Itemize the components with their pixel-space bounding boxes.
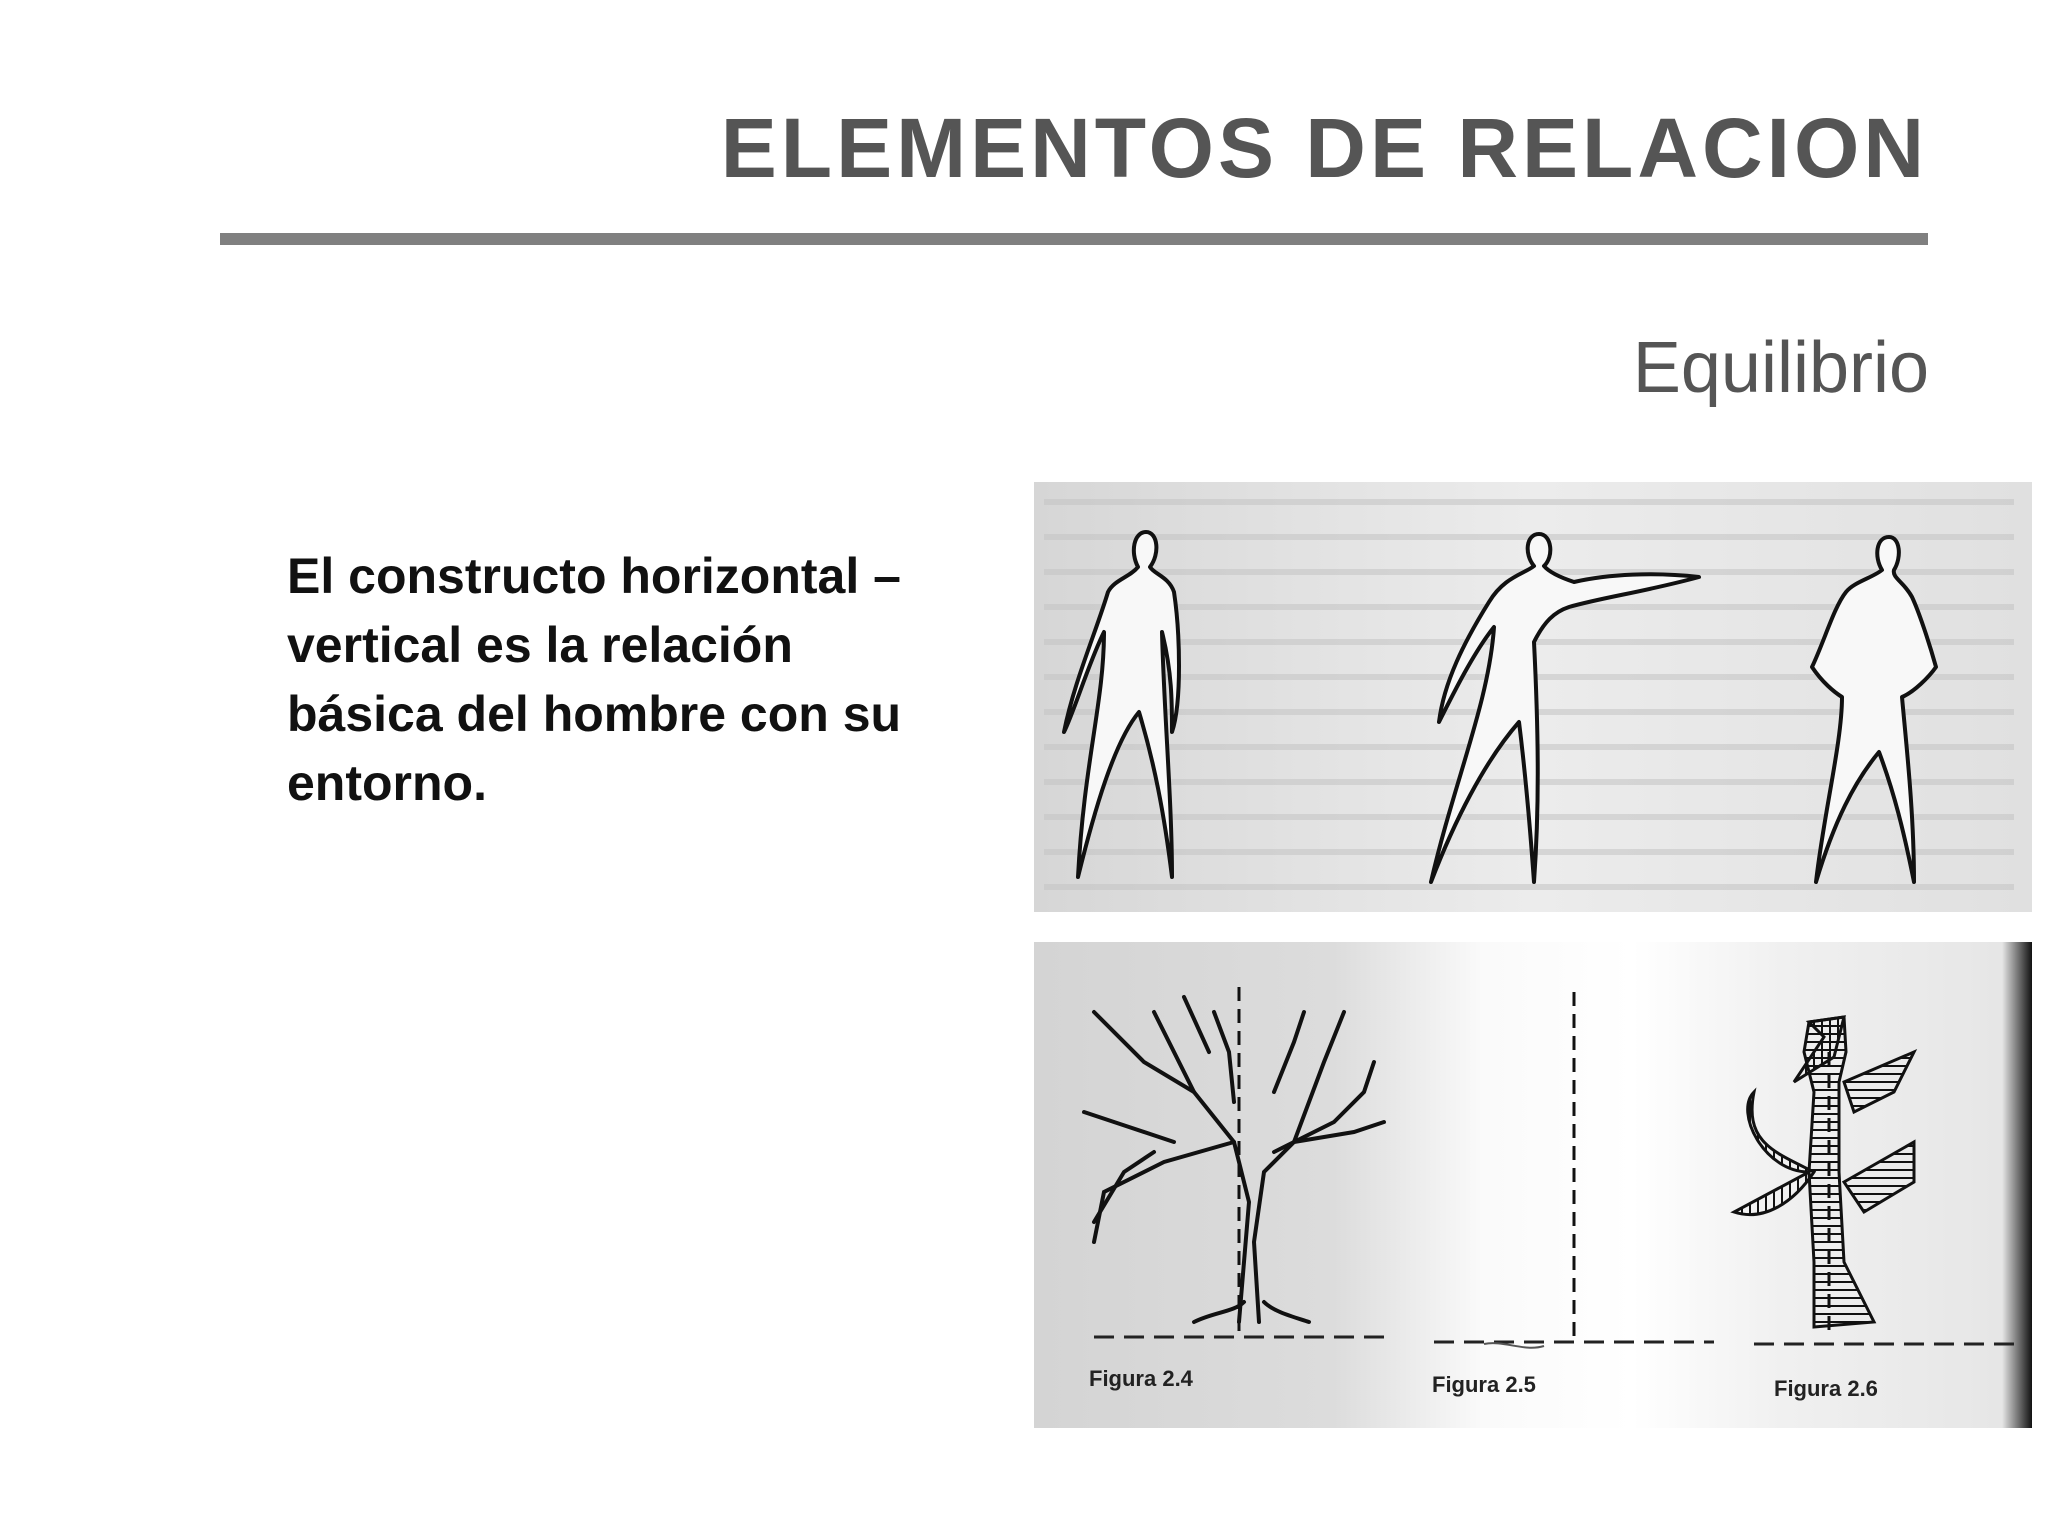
title-divider [220, 233, 1928, 245]
body-text: El constructo horizontal – vertical es la relación básica del hombre con su entorno. [287, 548, 902, 811]
tree-figures-image [1034, 942, 2032, 1428]
slide-subtitle: Equilibrio [1632, 328, 1929, 408]
slide-title: ELEMENTOS DE RELACION [720, 101, 1928, 195]
figure-label-2-4: Figura 2.4 [1089, 1366, 1193, 1391]
figure-label-2-5: Figura 2.5 [1432, 1372, 1536, 1397]
human-figures-image [1034, 482, 2032, 912]
figure-label-2-6: Figura 2.6 [1774, 1376, 1878, 1401]
